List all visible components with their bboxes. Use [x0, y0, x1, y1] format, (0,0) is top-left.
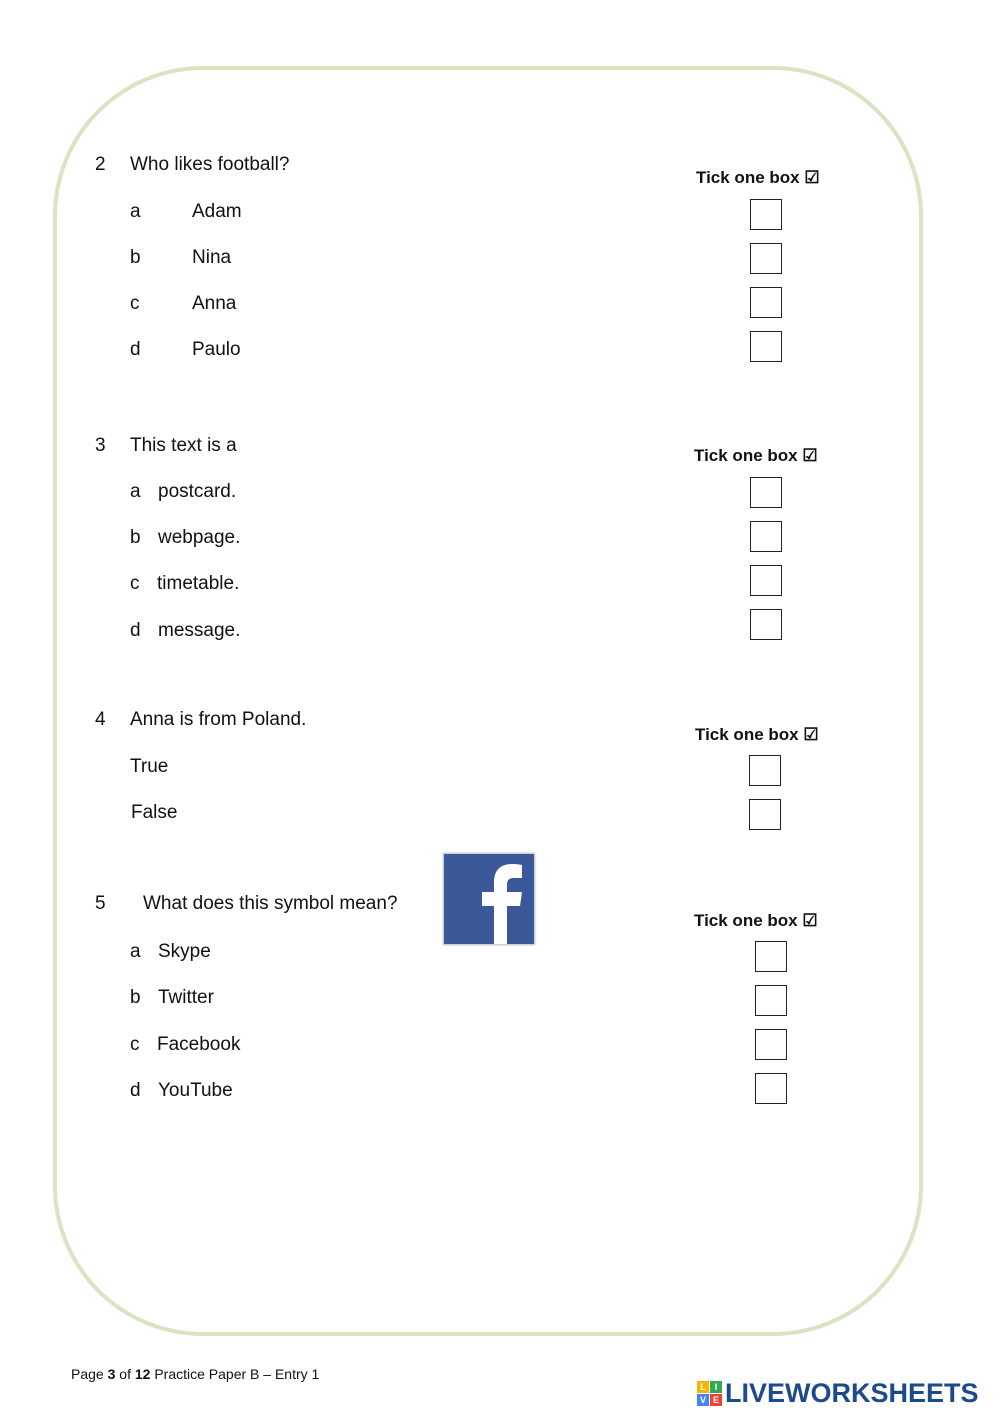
option-text: postcard. — [158, 481, 237, 502]
q2-answer-box-a[interactable] — [750, 199, 782, 230]
footer-page-current: 3 — [107, 1366, 116, 1382]
option-text: Nina — [192, 247, 232, 268]
question-4-prompt: Anna is from Poland. — [130, 709, 307, 730]
option-letter: d — [130, 620, 141, 641]
checkbox-icon: ☑ — [803, 725, 819, 744]
q4-answer-box-false[interactable] — [749, 799, 781, 830]
option-letter: a — [130, 941, 141, 962]
checkbox-icon: ☑ — [802, 911, 818, 930]
option-text: Anna — [192, 293, 237, 314]
facebook-logo-icon — [443, 853, 535, 945]
option-text: webpage. — [158, 527, 241, 548]
footer-page-total: 12 — [134, 1366, 151, 1382]
page-frame — [53, 66, 923, 1336]
q2-answer-box-d[interactable] — [750, 331, 782, 362]
question-5-prompt: What does this symbol mean? — [143, 893, 398, 914]
option-text: Paulo — [192, 339, 241, 360]
option-text: Facebook — [157, 1034, 241, 1055]
question-3-prompt: This text is a — [130, 435, 237, 456]
q3-answer-box-d[interactable] — [750, 609, 782, 640]
tick-label: Tick one box — [696, 168, 800, 187]
option-letter: b — [130, 527, 141, 548]
question-5-tick-header — [694, 911, 818, 931]
option-letter: b — [130, 247, 141, 268]
footer-paper-title: Practice Paper B – Entry 1 — [154, 1366, 320, 1382]
question-2-tick-header — [696, 168, 820, 188]
q3-answer-box-c[interactable] — [750, 565, 782, 596]
q5-answer-box-a[interactable] — [755, 941, 787, 972]
q2-answer-box-c[interactable] — [750, 287, 782, 318]
option-letter: d — [130, 339, 141, 360]
page-footer — [71, 1366, 319, 1382]
q4-answer-box-true[interactable] — [749, 755, 781, 786]
option-text: False — [131, 802, 178, 823]
facebook-f-glyph — [444, 854, 535, 945]
q3-answer-box-a[interactable] — [750, 477, 782, 508]
question-4-tick-header — [695, 725, 819, 745]
option-text: YouTube — [158, 1080, 233, 1101]
footer-of-word: of — [119, 1366, 131, 1382]
q3-answer-box-b[interactable] — [750, 521, 782, 552]
option-text: timetable. — [157, 573, 240, 594]
checkbox-icon: ☑ — [804, 168, 820, 187]
option-letter: c — [130, 293, 140, 314]
tick-label: Tick one box — [695, 725, 799, 744]
option-letter: a — [130, 481, 141, 502]
option-text: Adam — [192, 201, 242, 222]
logo-letter: E — [710, 1394, 722, 1406]
logo-letter: I — [710, 1381, 722, 1393]
liveworksheets-icon — [697, 1381, 722, 1406]
question-3-number: 3 — [95, 435, 106, 456]
liveworksheets-logo[interactable] — [697, 1378, 979, 1408]
option-text: Twitter — [158, 987, 214, 1008]
question-4-number: 4 — [95, 709, 106, 730]
q5-answer-box-d[interactable] — [755, 1073, 787, 1104]
option-text: Skype — [158, 941, 211, 962]
tick-label: Tick one box — [694, 446, 798, 465]
option-text: message. — [158, 620, 241, 641]
checkbox-icon: ☑ — [802, 446, 818, 465]
question-2-prompt: Who likes football? — [130, 154, 290, 175]
option-letter: a — [130, 201, 141, 222]
option-letter: c — [130, 1034, 140, 1055]
liveworksheets-wordmark: LIVEWORKSHEETS — [725, 1377, 979, 1408]
logo-letter: L — [697, 1381, 709, 1393]
question-3-tick-header — [694, 446, 818, 466]
q5-answer-box-c[interactable] — [755, 1029, 787, 1060]
q5-answer-box-b[interactable] — [755, 985, 787, 1016]
option-text: True — [130, 756, 169, 777]
question-2-number: 2 — [95, 154, 106, 175]
option-letter: d — [130, 1080, 141, 1101]
footer-page-word: Page — [71, 1366, 104, 1382]
tick-label: Tick one box — [694, 911, 798, 930]
logo-letter: V — [697, 1394, 709, 1406]
q2-answer-box-b[interactable] — [750, 243, 782, 274]
option-letter: c — [130, 573, 140, 594]
question-5-number: 5 — [95, 893, 106, 914]
option-letter: b — [130, 987, 141, 1008]
